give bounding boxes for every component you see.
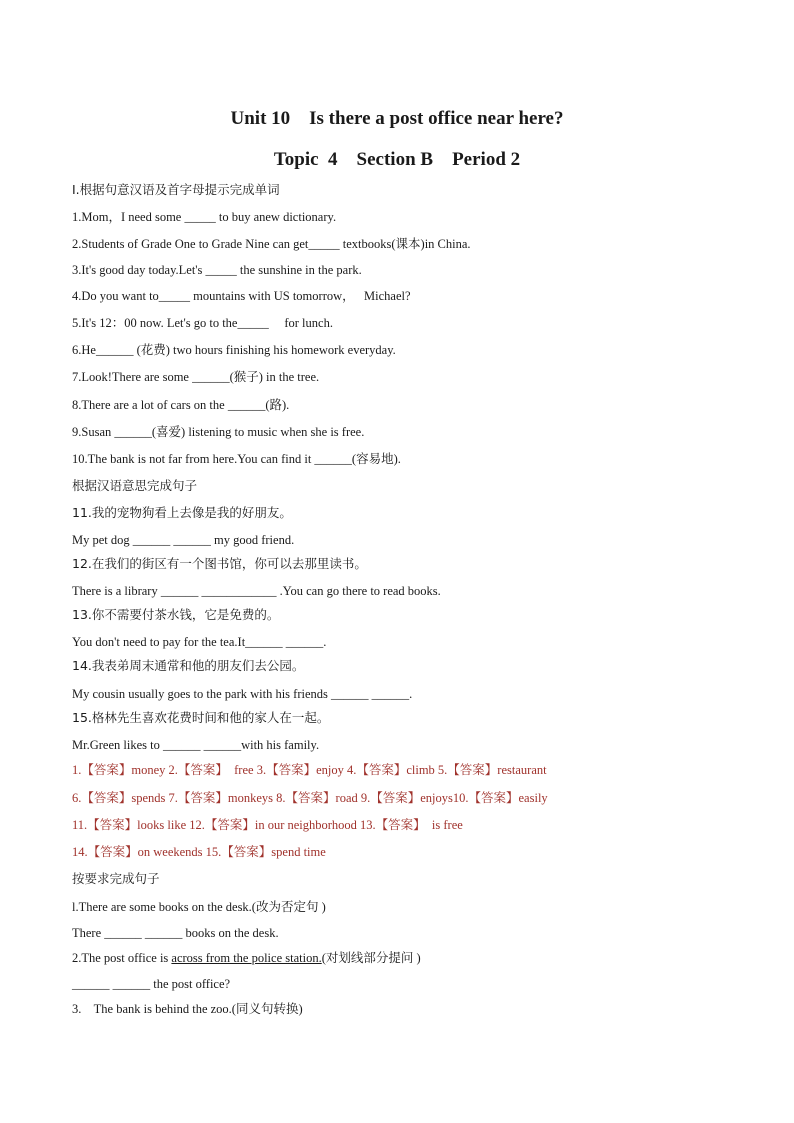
question-1: 1.Mom，I need some _____ to buy anew dictionary. [72,210,337,224]
question-11-en: My pet dog ______ ______ my good friend. [72,533,295,547]
question-15-cn: 15.格林先生喜欢花费时间和他的家人在一起。 [72,710,330,725]
section-heading-3: 按要求完成句子 [72,871,160,886]
question-4: 4.Do you want to_____ mountains with US tomorrow， Michael? [72,289,411,303]
question-13-cn: 13.你不需要付茶水钱，它是免费的。 [72,607,280,622]
transform-question-3: 3. The bank is behind the zoo.(同义句转换) [72,1002,303,1016]
question-3: 3.It's good day today.Let's _____ the sunshine in the park. [72,263,362,277]
question-2: 2.Students of Grade One to Grade Nine can get_____ textbooks(课本)in China. [72,237,471,251]
transform-answer-1: There ______ ______ books on the desk. [72,926,279,940]
question-9: 9.Susan ______(喜爱) listening to music when she is free. [72,425,365,439]
transform-question-2 [72,950,421,966]
question-12-cn: 12.在我们的街区有一个图书馆，你可以去那里读书。 [72,556,367,571]
answers-line-2: 6.【答案】spends 7.【答案】monkeys 8.【答案】road 9.【答案】enjoys10.【答案】easily [72,791,548,805]
q2-prefix: 2.The post office is [72,951,172,965]
unit-title: Unit 10 Is there a post office near here? [230,108,564,129]
q2-suffix: (对划线部分提问 ) [321,951,421,965]
section-heading-2: 根据汉语意思完成句子 [72,478,198,493]
answers-line-4: 14.【答案】on weekends 15.【答案】spend time [72,845,326,859]
question-7: 7.Look!There are some ______(猴子) in the tree. [72,370,320,384]
transform-question-1: l.There are some books on the desk.(改为否定句 ) [72,900,326,914]
question-14-cn: 14.我表弟周末通常和他的朋友们去公园。 [72,658,305,673]
transform-answer-2: ______ ______ the post office? [72,977,231,991]
section-heading-1: I.根据句意汉语及首字母提示完成单词 [72,182,280,197]
question-15-en: Mr.Green likes to ______ ______with his family. [72,738,320,752]
answers-line-1: 1.【答案】money 2.【答案】 free 3.【答案】enjoy 4.【答案】climb 5.【答案】restaurant [72,763,547,777]
topic-title: Topic 4 Section B Period 2 [273,149,521,170]
q2-underlined-phrase: across from the police station. [171,951,322,965]
question-8: 8.There are a lot of cars on the ______(路). [72,398,290,412]
question-5: 5.It's 12：00 now. Let's go to the_____ for lunch. [72,316,333,330]
answers-line-3: 11.【答案】looks like 12.【答案】in our neighborhood 13.【答案】 is free [72,818,463,832]
question-12-en: There is a library ______ ____________ .You can go there to read books. [72,584,441,598]
question-14-en: My cousin usually goes to the park with his friends ______ ______. [72,687,413,701]
question-6: 6.He______ (花费) two hours finishing his homework everyday. [72,343,396,357]
question-11-cn: 11.我的宠物狗看上去像是我的好朋友。 [72,505,292,520]
question-13-en: You don't need to pay for the tea.It______ ______. [72,635,327,649]
question-10: 10.The bank is not far from here.You can find it ______(容易地). [72,452,401,466]
